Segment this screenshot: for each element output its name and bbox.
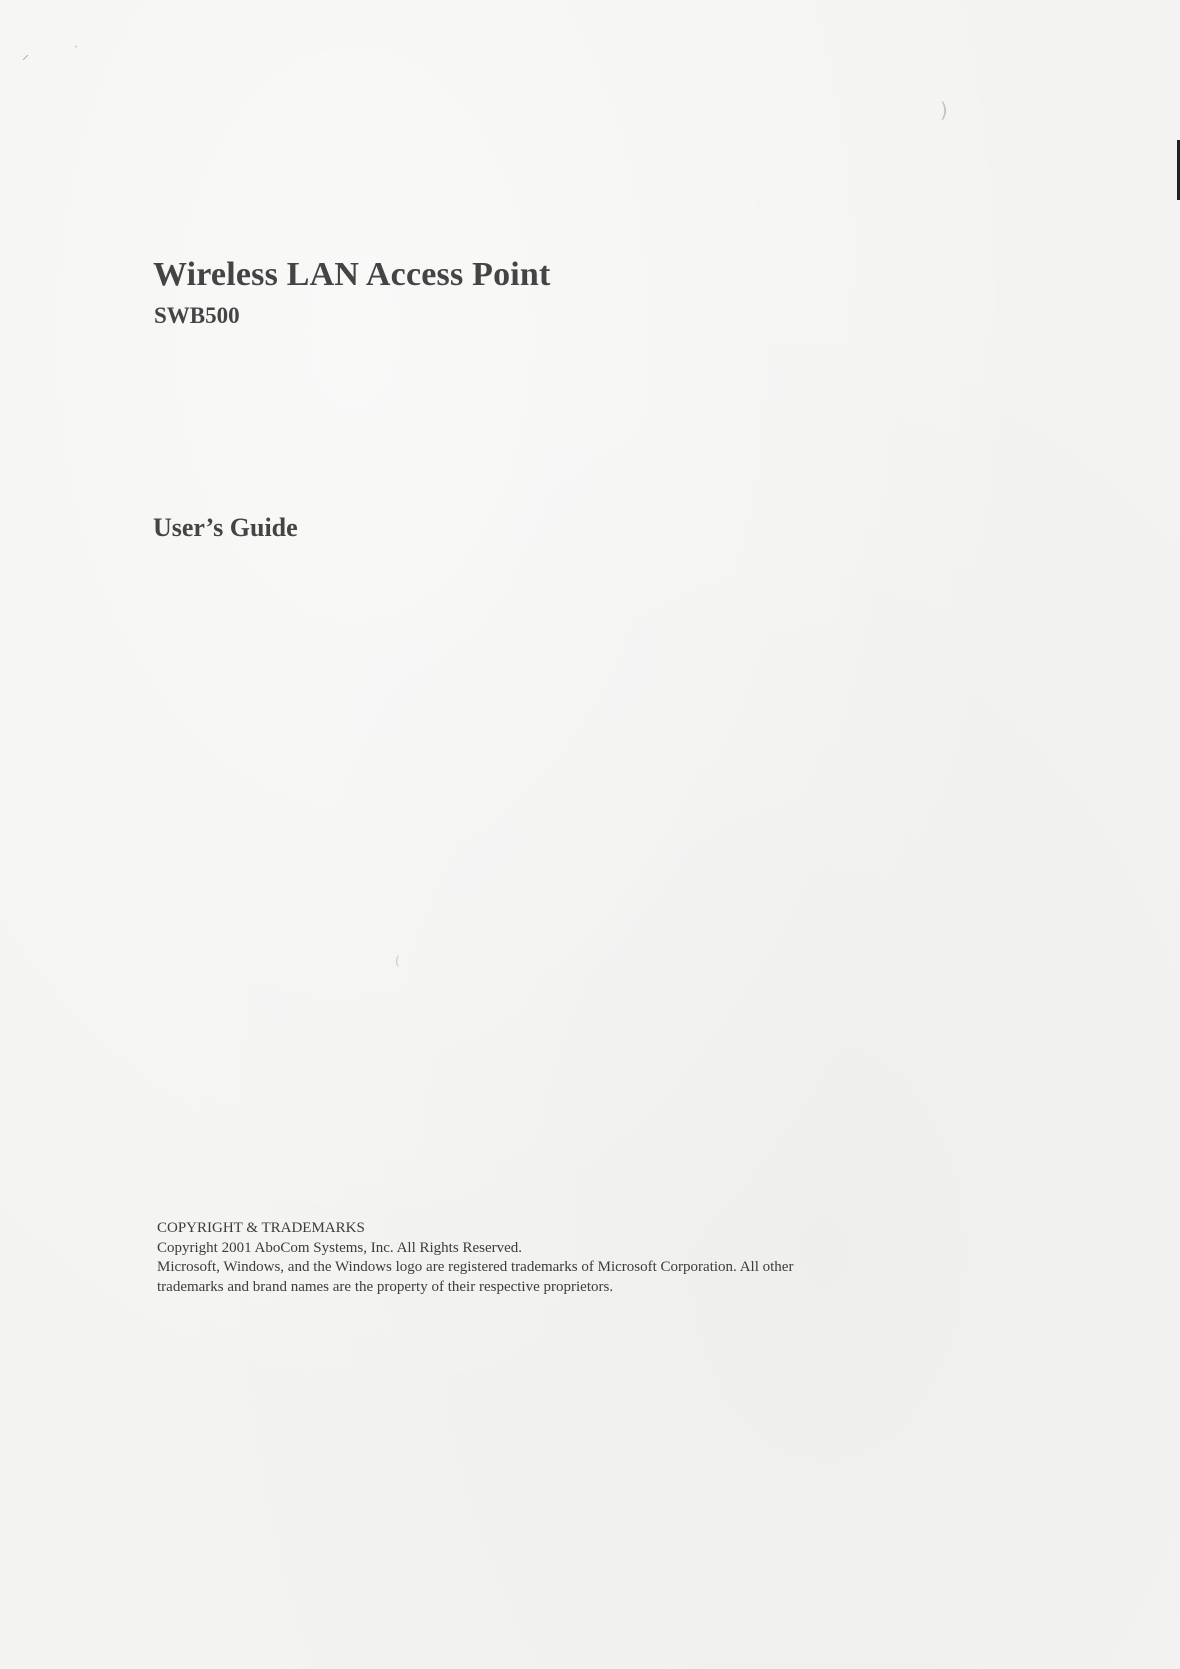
scan-speck-mark: ˎ <box>74 37 79 48</box>
scan-speck-mark: ( <box>395 954 400 968</box>
scan-speck-mark: ⸝ <box>22 47 29 63</box>
model-number: SWB500 <box>154 303 240 328</box>
scan-speck-mark: ) <box>940 98 948 122</box>
trademark-line: trademarks and brand names are the property of their respective proprietors. <box>157 1278 614 1295</box>
document-title: Wireless LAN Access Point <box>153 256 551 293</box>
copyright-line: Copyright 2001 AboCom Systems, Inc. All Rights Reserved. <box>157 1239 523 1256</box>
trademark-line: Microsoft, Windows, and the Windows logo are registered trademarks of Microsoft Corporation. All other <box>157 1259 794 1275</box>
document-subtitle: User’s Guide <box>153 513 298 542</box>
copyright-heading: COPYRIGHT & TRADEMARKS <box>157 1220 365 1236</box>
copyright-section <box>157 1219 1017 1297</box>
